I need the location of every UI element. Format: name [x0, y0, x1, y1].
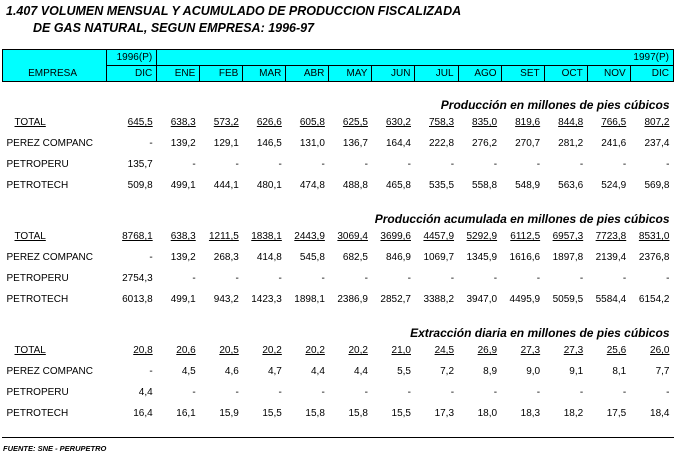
row-label — [3, 289, 107, 310]
table-cell: - — [450, 159, 455, 170]
table-cell: 21,0 — [391, 345, 411, 356]
table-cell: 1898,1 — [294, 294, 325, 305]
section-title: Producción acumulada en millones de pies cúbicos — [374, 212, 670, 226]
header-month: DIC — [630, 66, 673, 82]
table-cell: - — [493, 273, 498, 284]
table-cell: 8,1 — [612, 366, 627, 377]
table-cell: 1897,8 — [552, 252, 584, 263]
table-row — [3, 133, 674, 154]
table-cell: 509,8 — [127, 180, 153, 191]
gas-production-table — [2, 49, 674, 424]
section-title-row — [3, 82, 674, 113]
header-month: NOV — [587, 66, 630, 82]
table-cell: - — [450, 273, 455, 284]
table-cell: - — [192, 159, 196, 170]
table-cell: 15,8 — [348, 408, 368, 419]
table-cell: 8768,1 — [122, 231, 153, 242]
table-cell: 2754,3 — [122, 273, 153, 284]
row-label — [3, 247, 107, 268]
table-cell: 2139,4 — [595, 252, 627, 263]
table-cell: 4,4 — [138, 387, 153, 398]
header-month: JUL — [415, 66, 458, 82]
table-cell: 4,5 — [181, 366, 196, 377]
row-label-text: PETROTECH — [6, 294, 69, 305]
table-cell: 3388,2 — [423, 294, 455, 305]
table-cell: 20,8 — [133, 345, 153, 356]
table-cell: 7,2 — [440, 366, 455, 377]
table-cell: 4,4 — [354, 366, 368, 377]
table-cell: 4,6 — [224, 366, 239, 377]
table-cell: 569,8 — [644, 180, 670, 191]
table-cell: - — [149, 252, 153, 263]
table-cell: - — [364, 159, 368, 170]
table-cell: 25,6 — [606, 345, 627, 356]
table-cell: 625,5 — [342, 117, 368, 128]
table-cell: - — [493, 387, 498, 398]
table-cell: 4457,9 — [423, 231, 455, 242]
table-cell: 480,1 — [256, 180, 282, 191]
table-cell: 2386,9 — [337, 294, 368, 305]
table-cell: - — [407, 387, 411, 398]
table-cell: 545,8 — [299, 252, 325, 263]
table-cell: 563,6 — [558, 180, 584, 191]
table-row — [3, 289, 674, 310]
table-cell: 20,2 — [305, 345, 325, 356]
table-cell: 7723,8 — [595, 231, 627, 242]
table-cell: 15,8 — [305, 408, 325, 419]
row-label-text: TOTAL — [14, 231, 46, 242]
header-blank-cell — [3, 50, 107, 66]
table-row — [3, 247, 674, 268]
table-row — [3, 361, 674, 382]
table-cell: 5,5 — [397, 366, 411, 377]
table-cell: 682,5 — [342, 252, 368, 263]
bottom-rule — [2, 437, 674, 438]
table-cell: - — [149, 366, 153, 377]
table-cell: 4,4 — [310, 366, 325, 377]
table-cell: 15,5 — [262, 408, 282, 419]
table-cell: 444,1 — [213, 180, 239, 191]
table-cell: - — [364, 273, 368, 284]
table-row — [3, 226, 674, 247]
table-cell: 241,6 — [601, 138, 627, 149]
table-cell: 6013,8 — [122, 294, 153, 305]
table-cell: 20,6 — [176, 345, 196, 356]
table-cell: - — [536, 159, 541, 170]
table-cell: 819,6 — [515, 117, 541, 128]
table-cell: 1616,6 — [509, 252, 541, 263]
table-cell: 5292,9 — [466, 231, 498, 242]
table-cell: 16,4 — [133, 408, 153, 419]
table-cell: 846,9 — [385, 252, 411, 263]
table-row — [3, 340, 674, 361]
table-cell: - — [666, 159, 670, 170]
section-title-row — [3, 196, 674, 226]
table-cell: - — [666, 387, 670, 398]
table-cell: 6112,5 — [510, 231, 541, 242]
table-cell: 8,9 — [483, 366, 498, 377]
header-row-years — [3, 50, 674, 66]
table-cell: 573,2 — [213, 117, 239, 128]
table-cell: - — [235, 273, 239, 284]
table-cell: - — [493, 159, 498, 170]
table-cell: - — [579, 273, 584, 284]
table-cell: 524,9 — [601, 180, 627, 191]
table-cell: 535,5 — [429, 180, 455, 191]
table-cell: 8531,0 — [638, 231, 670, 242]
row-label — [3, 382, 107, 403]
table-row — [3, 175, 674, 196]
table-cell: 6154,2 — [638, 294, 670, 305]
header-month: OCT — [544, 66, 587, 82]
table-cell: 222,8 — [429, 138, 455, 149]
table-cell: 638,3 — [170, 117, 196, 128]
table-cell: 18,2 — [563, 408, 584, 419]
table-row — [3, 382, 674, 403]
table-cell: 548,9 — [515, 180, 541, 191]
table-cell: 2852,7 — [380, 294, 411, 305]
header-month: SET — [501, 66, 544, 82]
table-cell: 27,3 — [563, 345, 584, 356]
table-cell: 1069,7 — [423, 252, 455, 263]
table-cell: 20,2 — [348, 345, 368, 356]
table-cell: - — [149, 138, 153, 149]
table-cell: 16,1 — [176, 408, 196, 419]
table-cell: 135,7 — [127, 159, 153, 170]
table-row — [3, 154, 674, 175]
row-label-text: PEREZ COMPANC — [6, 138, 93, 149]
table-cell: 139,2 — [170, 252, 196, 263]
title-line-1: 1.407 VOLUMEN MENSUAL Y ACUMULADO DE PRODUCCION FISCALIZADA — [6, 4, 462, 18]
table-cell: - — [321, 387, 325, 398]
table-cell: - — [622, 387, 627, 398]
table-cell: 638,3 — [170, 231, 196, 242]
row-label-text: PEREZ COMPANC — [6, 252, 93, 263]
row-label-text: PETROTECH — [6, 408, 69, 419]
table-cell: - — [235, 159, 239, 170]
table-cell: 4495,9 — [509, 294, 541, 305]
row-label-text: PETROPERU — [6, 273, 69, 284]
table-cell: 1211,5 — [208, 231, 239, 242]
table-cell: 465,8 — [385, 180, 411, 191]
row-label-text: PETROPERU — [6, 387, 69, 398]
table-cell: - — [278, 159, 282, 170]
table-cell: 146,5 — [256, 138, 282, 149]
row-label — [3, 226, 107, 247]
table-cell: 5059,5 — [552, 294, 584, 305]
table-cell: 605,8 — [299, 117, 325, 128]
table-cell: 5584,4 — [595, 294, 627, 305]
table-cell: 499,1 — [170, 180, 196, 191]
table-row — [3, 403, 674, 424]
table-cell: - — [364, 387, 368, 398]
table-cell: 24,5 — [434, 345, 455, 356]
row-label-text: PETROTECH — [6, 180, 69, 191]
table-cell: 499,1 — [170, 294, 196, 305]
section-title: Extracción diaria en millones de pies cúbicos — [410, 326, 670, 340]
table-cell: - — [192, 387, 196, 398]
table-cell: 1423,3 — [251, 294, 282, 305]
table-cell: - — [622, 159, 627, 170]
table-cell: - — [407, 273, 411, 284]
table-cell: - — [321, 159, 325, 170]
table-cell: 268,3 — [213, 252, 239, 263]
table-cell: 414,8 — [256, 252, 282, 263]
header-month: ABR — [286, 66, 329, 82]
source-note: FUENTE: SNE - PERUPETRO — [3, 444, 107, 453]
table-cell: 18,4 — [650, 408, 670, 419]
table-cell: 281,2 — [558, 138, 584, 149]
table-cell: 18,0 — [477, 408, 498, 419]
row-label — [3, 361, 107, 382]
table-cell: 18,3 — [520, 408, 541, 419]
table-cell: 558,8 — [472, 180, 498, 191]
table-cell: 131,0 — [299, 138, 325, 149]
table-row — [3, 112, 674, 133]
row-label-text: PETROPERU — [6, 159, 69, 170]
table-cell: - — [235, 387, 239, 398]
header-year-1996: 1996(P) — [107, 50, 157, 66]
table-cell: 9,1 — [569, 366, 584, 377]
header-month: DIC — [107, 66, 157, 82]
table-cell: 488,8 — [342, 180, 368, 191]
table-row — [3, 268, 674, 289]
table-cell: 2443,9 — [294, 231, 325, 242]
table-cell: 15,9 — [219, 408, 239, 419]
table-cell: 474,8 — [299, 180, 325, 191]
row-label — [3, 175, 107, 196]
table-cell: 943,2 — [213, 294, 239, 305]
header-month: AGO — [458, 66, 501, 82]
table-cell: 20,2 — [262, 345, 282, 356]
table-cell: 3069,4 — [337, 231, 368, 242]
row-label — [3, 268, 107, 289]
row-label — [3, 154, 107, 175]
row-label-text: TOTAL — [14, 345, 46, 356]
header-month: ENE — [157, 66, 200, 82]
table-cell: - — [407, 159, 411, 170]
row-label-text: PEREZ COMPANC — [6, 366, 93, 377]
table-cell: 4,7 — [267, 366, 282, 377]
row-label — [3, 112, 107, 133]
section-title: Producción en millones de pies cúbicos — [440, 98, 670, 112]
table-cell: 6957,3 — [552, 231, 584, 242]
table-cell: - — [278, 273, 282, 284]
table-cell: 270,7 — [515, 138, 541, 149]
header-month: MAY — [329, 66, 372, 82]
table-cell: 26,9 — [477, 345, 498, 356]
table-cell: 9,0 — [526, 366, 541, 377]
section-title-row — [3, 310, 674, 340]
table-cell: 1345,9 — [466, 252, 498, 263]
table-cell: 129,1 — [213, 138, 239, 149]
table-cell: 17,3 — [434, 408, 455, 419]
table-cell: 17,5 — [606, 408, 627, 419]
table-cell: 3699,6 — [380, 231, 411, 242]
row-label-text: TOTAL — [14, 117, 46, 128]
table-cell: - — [192, 273, 196, 284]
table-cell: - — [579, 159, 584, 170]
table-cell: 2376,8 — [638, 252, 670, 263]
row-label — [3, 340, 107, 361]
table-cell: - — [622, 273, 627, 284]
table-cell: 237,4 — [644, 138, 670, 149]
table-cell: - — [536, 387, 541, 398]
table-cell: 766,5 — [601, 117, 627, 128]
header-month: FEB — [200, 66, 243, 82]
header-year-1997: 1997(P) — [157, 50, 674, 66]
table-cell: 164,4 — [385, 138, 411, 149]
table-cell: 26,0 — [650, 345, 670, 356]
table-cell: - — [579, 387, 584, 398]
table-cell: - — [278, 387, 282, 398]
table-cell: 20,5 — [219, 345, 239, 356]
header-row-months — [3, 66, 674, 82]
table-cell: 15,5 — [391, 408, 411, 419]
table-cell: - — [321, 273, 325, 284]
table-cell: 835,0 — [472, 117, 498, 128]
table-cell: 807,2 — [644, 117, 670, 128]
header-empresa: EMPRESA — [3, 66, 107, 82]
table-cell: 3947,0 — [466, 294, 498, 305]
table-cell: 7,7 — [655, 366, 670, 377]
table-cell: 626,6 — [256, 117, 282, 128]
table-cell: 136,7 — [342, 138, 368, 149]
table-cell: 645,5 — [127, 117, 153, 128]
table-cell: 139,2 — [170, 138, 196, 149]
table-cell: - — [450, 387, 455, 398]
table-cell: - — [666, 273, 670, 284]
table-cell: 758,3 — [429, 117, 455, 128]
header-month: JUN — [372, 66, 415, 82]
table-cell: 276,2 — [472, 138, 498, 149]
header-month: MAR — [243, 66, 286, 82]
table-cell: 1838,1 — [251, 231, 282, 242]
table-cell: 27,3 — [520, 345, 541, 356]
title-line-2: DE GAS NATURAL, SEGUN EMPRESA: 1996-97 — [33, 21, 315, 35]
row-label — [3, 403, 107, 424]
row-label — [3, 133, 107, 154]
table-cell: 844,8 — [558, 117, 584, 128]
table-cell: 630,2 — [385, 117, 411, 128]
table-cell: - — [536, 273, 541, 284]
